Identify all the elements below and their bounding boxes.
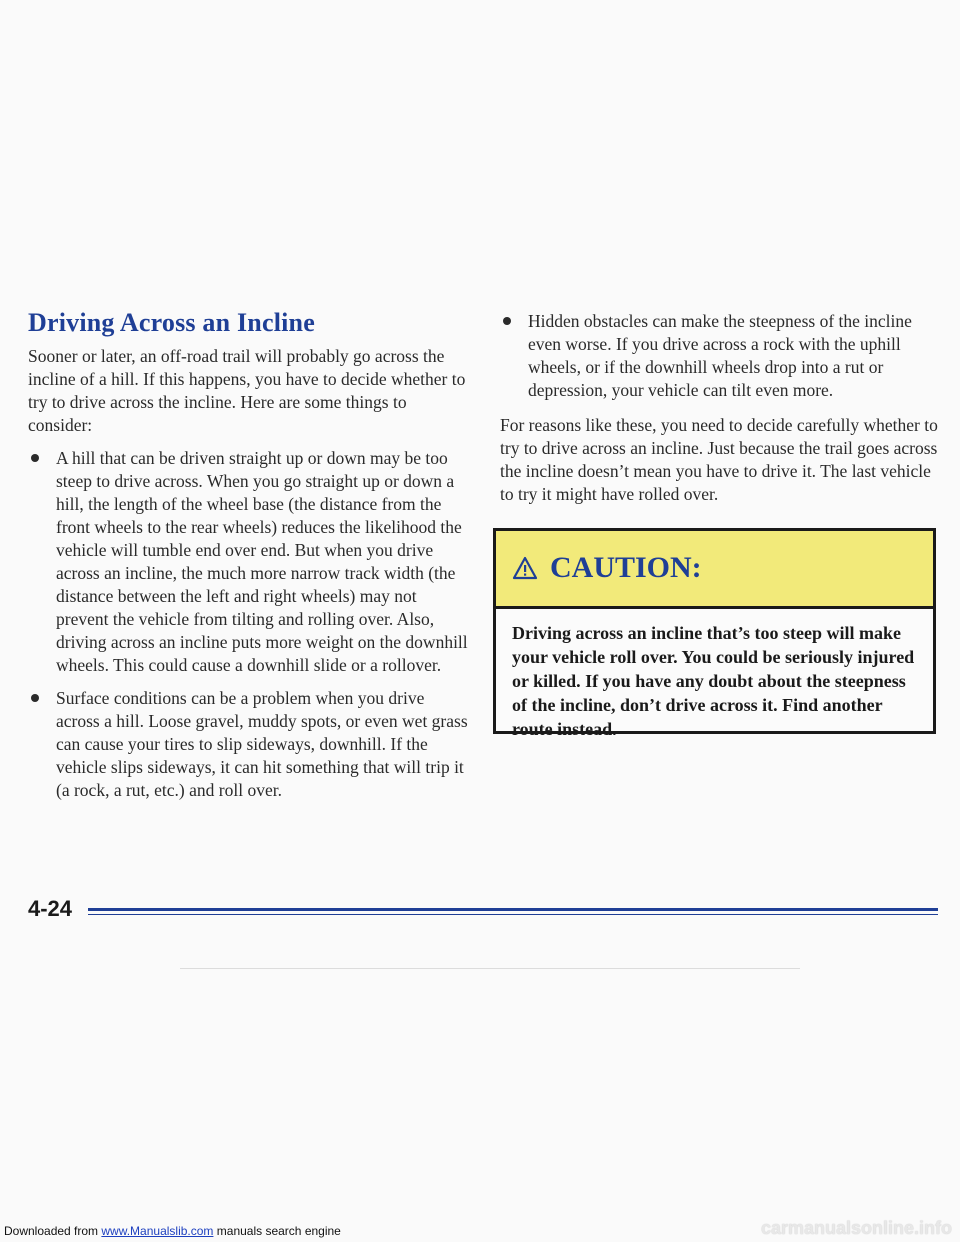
manualslib-link[interactable]: www.Manualslib.com bbox=[101, 1224, 214, 1238]
caution-box bbox=[493, 528, 936, 739]
bullet-icon bbox=[31, 454, 39, 462]
watermark: carmanualsonline.info bbox=[760, 1218, 952, 1238]
intro-paragraph: Sooner or later, an off-road trail will probably go across the incline of a hill. If this happens, you have to decide whether to try to drive across the incline. Here are some things to consider: bbox=[28, 346, 466, 435]
footer-rule bbox=[88, 908, 938, 911]
download-suffix: manuals search engine bbox=[213, 1224, 341, 1238]
warning-triangle-icon bbox=[512, 556, 538, 580]
bullet-item bbox=[500, 310, 940, 402]
caution-text: Driving across an incline that’s too steep will make your vehicle roll over. You could be seriously injured or killed. If you have any doubt about the steepness of the incline, don’t drive across it. Find another route instead. bbox=[512, 623, 915, 739]
right-column bbox=[500, 310, 940, 506]
footer-rule-thin bbox=[88, 914, 938, 915]
section-heading: Driving Across an Incline bbox=[28, 308, 315, 337]
scan-line bbox=[180, 968, 800, 969]
bullet-text: A hill that can be driven straight up or down may be too steep to drive across. When you go straight up or down a hill, the length of the wheel base (the distance from the front wheels to the rear wheels) reduces the likelihood the vehicle will tumble end over end. But when you drive across an incline, the much more narrow track width (the distance between the left and right wheels) may not prevent the vehicle from tilting and rolling over. Also, driving across an incline puts more weight on the downhill wheels. This could cause a downhill slide or a rollover. bbox=[56, 448, 468, 675]
bullet-item bbox=[28, 687, 468, 802]
left-column bbox=[28, 345, 468, 812]
caution-title bbox=[512, 551, 702, 585]
bullet-text: Surface conditions can be a problem when you drive across a hill. Loose gravel, muddy spots, or even wet grass can cause your tires to slip sideways, downhill. If the vehicle slips sideways, it can hit something that will trip it (a rock, a rut, etc.) and roll over. bbox=[56, 688, 468, 800]
caution-header bbox=[496, 531, 933, 609]
bullet-item bbox=[28, 447, 468, 677]
page-number: 4-24 bbox=[28, 896, 73, 921]
right-bullet-list bbox=[500, 310, 940, 402]
left-bullet-list bbox=[28, 447, 468, 802]
caution-label: CAUTION: bbox=[550, 551, 702, 584]
download-notice bbox=[4, 1224, 341, 1238]
bullet-icon bbox=[503, 317, 511, 325]
download-prefix: Downloaded from bbox=[4, 1224, 102, 1238]
bullet-icon bbox=[31, 694, 39, 702]
reasons-paragraph: For reasons like these, you need to decide carefully whether to try to drive across an incline. Just because the trail goes across the incline doesn’t mean you have to drive it. The last vehicle to try it might have rolled over. bbox=[500, 415, 938, 504]
bullet-text: Hidden obstacles can make the steepness of the incline even worse. If you drive across a rock with the uphill wheels, or if the downhill wheels drop into a rut or depression, your vehicle can tilt even more. bbox=[528, 311, 912, 400]
